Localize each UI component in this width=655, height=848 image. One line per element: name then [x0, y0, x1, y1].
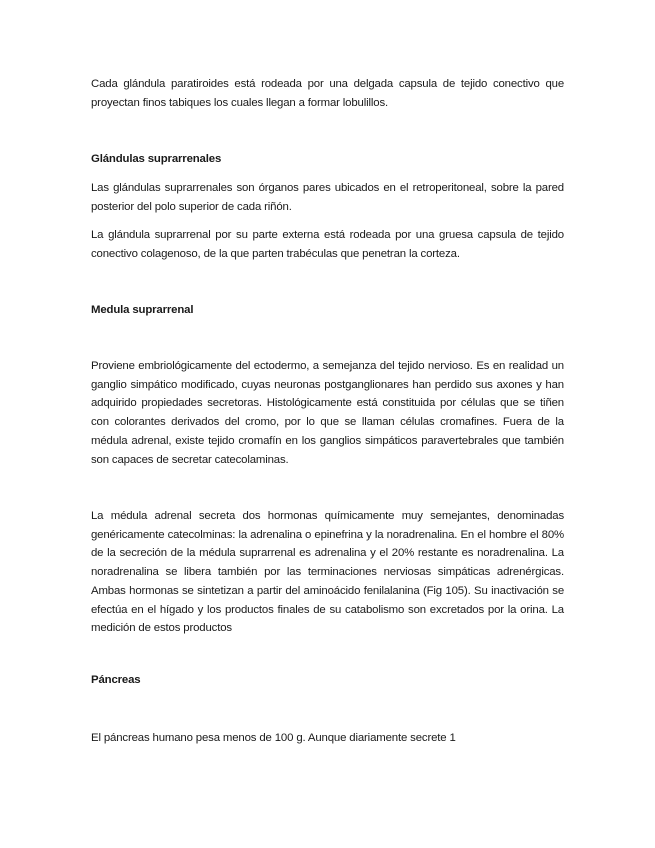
paragraph-paratiroides: Cada glándula paratiroides está rodeada por una delgada capsula de tejido conectivo que proyectan finos tabiques los cuales llegan a formar lobulillos.: [91, 78, 564, 109]
paragraph-medula-origen: Proviene embriológicamente del ectodermo, a semejanza del tejido nervioso. Es en realidad un ganglio simpático modificado, cuyas neuronas postganglionares han perdido sus axones y han adquirido propiedades secretoras. Histológicamente está constituida por células que se tiñen con colorantes derivados del cromo, por lo que se llaman células cromafines. Fuera de la médula adrenal, existe tejido cromafín en los ganglios simpáticos paravertebrales que también son capaces de secretar catecolaminas.: [91, 360, 564, 466]
heading-glandulas-suprarrenales: Glándulas suprarrenales: [91, 153, 222, 165]
paragraph-suprarrenales-intro: Las glándulas suprarrenales son órganos pares ubicados en el retroperitoneal, sobre la pared posterior del polo superior de cada riñón.: [91, 182, 564, 213]
paragraph-medula-hormonas: La médula adrenal secreta dos hormonas químicamente muy semejantes, denominadas genéricamente catecolminas: la adrenalina o epinefrina y la noradrenalina. En el hombre el 80% de la secreción de la médula suprarrenal es adrenalina y el 20% restante es noradrenalina. La noradrenalina se libera también por las terminaciones nerviosas simpáticas adrenérgicas. Ambas hormonas se sintetizan a partir del aminoácido fenilalanina (Fig 105). Su inactivación se efectúa en el hígado y los productos finales de su catabolismo son excretados por la orina. La medición de estos productos: [91, 510, 564, 635]
heading-pancreas: Páncreas: [91, 674, 141, 686]
paragraph-pancreas: El páncreas humano pesa menos de 100 g. Aunque diariamente secrete 1: [91, 732, 456, 744]
paragraph-suprarrenales-capsula: La glándula suprarrenal por su parte externa está rodeada por una gruesa capsula de tejido conectivo colagenoso, de la que parten trabéculas que penetran la corteza.: [91, 229, 564, 260]
heading-medula-suprarrenal: Medula suprarrenal: [91, 304, 194, 316]
